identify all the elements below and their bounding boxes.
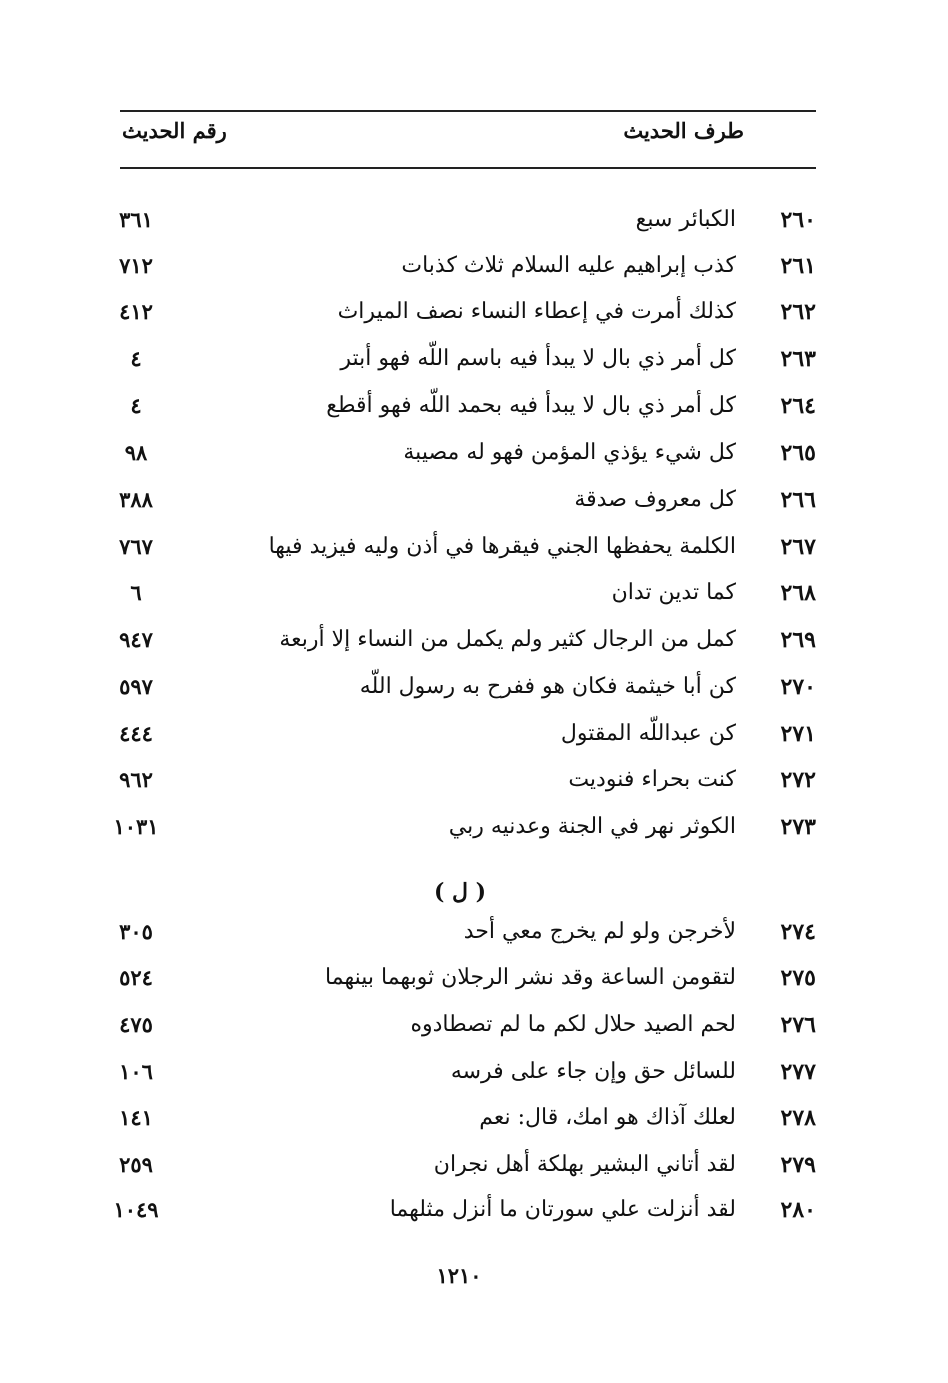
hadith-number: ١٠٣١	[113, 814, 159, 839]
index-row	[0, 200, 948, 240]
header-top-rule	[120, 110, 816, 112]
entry-index: ٢٦٠	[780, 207, 816, 233]
entry-index: ٢٧٨	[780, 1105, 816, 1131]
hadith-opening-text: لحم الصيد حلال لكم ما لم تصطادوه	[410, 1012, 736, 1037]
entry-index: ٢٧٧	[780, 1059, 816, 1085]
hadith-opening-text: لأخرجن ولو لم يخرج معي أحد	[463, 919, 736, 944]
entry-index: ٢٧٤	[780, 919, 816, 945]
hadith-number: ٥٢٤	[119, 965, 153, 990]
hadith-opening-text: كن عبداللّه المقتول	[560, 721, 736, 746]
entry-index: ٢٧٦	[780, 1012, 816, 1038]
hadith-number: ٤٤٤	[119, 721, 153, 746]
entry-index: ٢٦٣	[780, 346, 816, 372]
hadith-number: ٩٦٢	[119, 767, 153, 792]
hadith-opening-text: للسائل حق وإن جاء على فرسه	[450, 1059, 736, 1084]
index-row	[0, 480, 948, 520]
hadith-number: ١٤١	[119, 1105, 153, 1130]
entry-index: ٢٦٦	[780, 487, 816, 513]
entry-index: ٢٦٤	[780, 393, 816, 419]
hadith-opening-text: كل أمر ذي بال لا يبدأ فيه باسم اللّه فهو أبتر	[340, 346, 736, 371]
hadith-number: ٢٥٩	[119, 1152, 153, 1177]
hadith-number: ١٠٤٩	[113, 1197, 159, 1222]
index-row	[0, 912, 948, 952]
index-row	[0, 760, 948, 800]
hadith-opening-text: لعلك آذاك هو امك، قال: نعم	[479, 1105, 736, 1130]
hadith-number: ٩٤٧	[119, 627, 153, 652]
index-row	[0, 339, 948, 379]
hadith-number: ٣٠٥	[119, 919, 153, 944]
hadith-number: ٤	[130, 393, 142, 418]
index-row	[0, 573, 948, 613]
index-row	[0, 246, 948, 286]
hadith-number: ٥٩٧	[119, 674, 153, 699]
hadith-opening-text: كذلك أمرت في إعطاء النساء نصف الميراث	[337, 299, 736, 324]
hadith-opening-text: الكبائر سبع	[635, 207, 736, 232]
index-row	[0, 1052, 948, 1092]
hadith-number: ٤	[130, 346, 142, 371]
hadith-opening-text: كل شيء يؤذي المؤمن فهو له مصيبة	[403, 440, 736, 465]
entry-index: ٢٧٢	[780, 767, 816, 793]
hadith-number: ١٠٦	[119, 1059, 153, 1084]
hadith-opening-text: الكوثر نهر في الجنة وعدنيه ربي	[448, 814, 736, 839]
header-bottom-rule	[120, 167, 816, 169]
hadith-number-column-header: رقم الحديث	[122, 118, 227, 143]
entry-index: ٢٧٣	[780, 814, 816, 840]
index-row	[0, 292, 948, 332]
index-row	[0, 386, 948, 426]
entry-index: ٢٦٢	[780, 299, 816, 325]
index-row	[0, 714, 948, 754]
hadith-opening-text: لقد أتاني البشير بهلكة أهل نجران	[433, 1152, 736, 1177]
hadith-opening-text: كن أبا خيثمة فكان هو ففرح به رسول اللّه	[359, 674, 736, 699]
index-row	[0, 1098, 948, 1138]
entry-index: ٢٦٧	[780, 534, 816, 560]
hadith-number: ٣٨٨	[119, 487, 153, 512]
entry-index: ٢٧١	[780, 721, 816, 747]
hadith-opening-text: لقد أنزلت علي سورتان ما أنزل مثلهما	[389, 1197, 736, 1222]
entry-index: ٢٧٥	[780, 965, 816, 991]
page-number: ١٢١٠	[436, 1263, 482, 1288]
hadith-number: ٧١٢	[119, 253, 153, 278]
entry-index: ٢٧٩	[780, 1152, 816, 1178]
hadith-opening-text: كنت بحراء فنوديت	[568, 767, 736, 792]
hadith-opening-text: كذب إبراهيم عليه السلام ثلاث كذبات	[401, 253, 736, 278]
entry-index: ٢٦٨	[780, 580, 816, 606]
hadith-number: ٤٧٥	[119, 1012, 153, 1037]
hadith-number: ٤١٢	[119, 299, 153, 324]
index-row	[0, 527, 948, 567]
index-row	[0, 620, 948, 660]
index-row	[0, 958, 948, 998]
index-row	[0, 667, 948, 707]
index-row	[0, 433, 948, 473]
hadith-number: ٧٦٧	[119, 534, 153, 559]
index-row	[0, 1145, 948, 1185]
hadith-number: ٩٨	[124, 440, 148, 465]
entry-index: ٢٨٠	[780, 1197, 816, 1223]
entry-index: ٢٦٩	[780, 627, 816, 653]
entry-index: ٢٧٠	[780, 674, 816, 700]
hadith-opening-text: كمل من الرجال كثير ولم يكمل من النساء إلا أربعة	[279, 627, 736, 652]
index-row	[0, 1005, 948, 1045]
hadith-number: ٦	[130, 580, 142, 605]
hadith-number: ٣٦١	[119, 207, 153, 232]
entry-index: ٢٦١	[780, 253, 816, 279]
letter-section-heading: ( ل )	[433, 879, 487, 905]
hadith-text-column-header: طرف الحديث	[623, 118, 744, 143]
hadith-opening-text: كل معروف صدقة	[574, 487, 736, 512]
hadith-opening-text: كل أمر ذي بال لا يبدأ فيه بحمد اللّه فهو أقطع	[326, 393, 736, 418]
hadith-opening-text: الكلمة يحفظها الجني فيقرها في أذن وليه فيزيد فيها	[268, 534, 736, 559]
hadith-opening-text: كما تدين تدان	[611, 580, 736, 605]
entry-index: ٢٦٥	[780, 440, 816, 466]
index-row	[0, 1190, 948, 1230]
hadith-opening-text: لتقومن الساعة وقد نشر الرجلان ثوبهما بينهما	[325, 965, 736, 990]
index-row	[0, 807, 948, 847]
